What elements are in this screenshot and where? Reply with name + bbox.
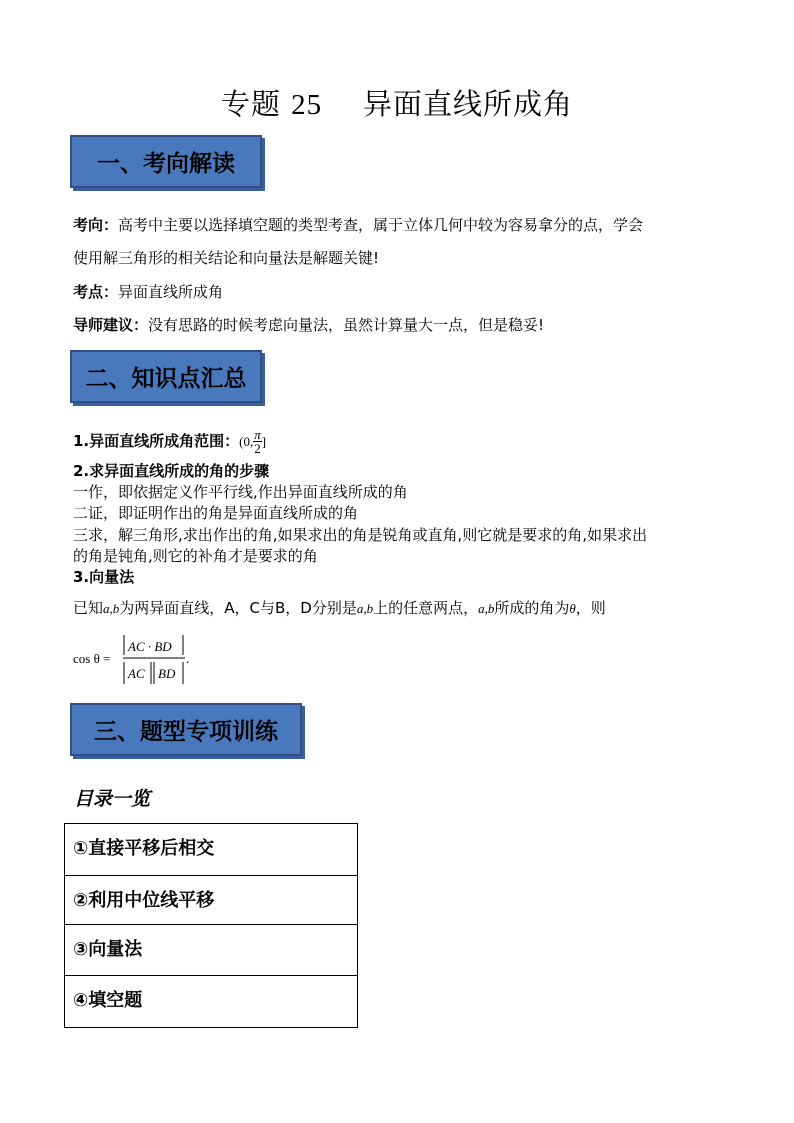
title-number: 25 bbox=[291, 89, 323, 121]
direction-paragraph bbox=[73, 215, 643, 235]
cosine-formula-svg bbox=[73, 630, 193, 690]
point-text: 异面直线所成角 bbox=[118, 283, 224, 301]
step-3-line1: 三求，解三角形,求出作出的角,如果求出的角是锐角或直角,则它就是要求的角,如果求出 bbox=[73, 526, 648, 544]
pi-over-2-fraction bbox=[253, 428, 262, 455]
section-label: 三、题型专项训练 bbox=[94, 719, 278, 745]
range-open: (0, bbox=[239, 434, 254, 449]
step-2: 二证，即证明作出的角是异面直线所成的角 bbox=[73, 504, 359, 522]
toc-item-2[interactable]: ②利用中位线平移 bbox=[65, 876, 358, 925]
cos-tail: . bbox=[186, 651, 190, 666]
section-header-1 bbox=[70, 135, 262, 188]
direction-text-line1: 高考中主要以选择填空题的类型考查，属于立体几何中较为容易拿分的点，学会 bbox=[118, 216, 644, 234]
vec-ab-3: a,b bbox=[478, 601, 495, 616]
advice-text: 没有思路的时候考虑向量法，虽然计算量大一点，但是稳妥! bbox=[148, 316, 545, 334]
fraction-numerator: π bbox=[254, 427, 261, 442]
section-header-2 bbox=[70, 350, 262, 403]
vec-text-end: ，则 bbox=[575, 599, 606, 617]
vec-text-mid1: 为两异面直线，A，C与B，D分别是 bbox=[119, 599, 357, 617]
cosine-formula bbox=[73, 630, 193, 695]
cos-numerator: AC · BD bbox=[128, 639, 172, 654]
title-main: 异面直线所成角 bbox=[363, 87, 574, 121]
vec-ab-2: a,b bbox=[356, 601, 374, 616]
knowledge-item-1 bbox=[73, 428, 266, 455]
point-label: 考点： bbox=[73, 283, 119, 301]
vec-ab-1: a,b bbox=[103, 601, 120, 616]
toc-item-4[interactable]: ④填空题 bbox=[65, 976, 358, 1028]
toc-item-3[interactable]: ③向量法 bbox=[65, 925, 358, 976]
step-1: 一作，即依据定义作平行线,作出异面直线所成的角 bbox=[73, 483, 408, 501]
toc-row bbox=[65, 925, 358, 976]
vec-text-mid2: 上的任意两点， bbox=[373, 599, 479, 617]
point-paragraph bbox=[73, 282, 223, 302]
advice-paragraph bbox=[73, 315, 544, 335]
cos-denominator-ac: AC bbox=[128, 666, 145, 681]
section-label: 一、考向解读 bbox=[97, 151, 235, 177]
item1-label: 1.异面直线所成角范围： bbox=[73, 432, 240, 450]
vec-theta: θ bbox=[569, 601, 576, 616]
step-3-line2: 的角是钝角,则它的补角才是要求的角 bbox=[73, 547, 318, 565]
vec-text-mid3: 所成的角为 bbox=[494, 599, 570, 617]
item2-label: 2.求异面直线所成的角的步骤 bbox=[73, 462, 270, 480]
cos-denominator-bd: BD bbox=[158, 666, 176, 681]
range-close: ] bbox=[261, 434, 267, 449]
fraction-denominator: 2 bbox=[254, 441, 261, 456]
title-prefix: 专题 bbox=[220, 87, 281, 121]
toc-table bbox=[64, 823, 358, 1028]
vec-text-pre: 已知 bbox=[73, 599, 104, 617]
item3-label: 3.向量法 bbox=[73, 568, 135, 586]
toc-row bbox=[65, 824, 358, 876]
direction-label: 考向： bbox=[73, 216, 119, 234]
section-label: 二、知识点汇总 bbox=[85, 366, 247, 392]
page-title bbox=[0, 82, 794, 123]
section-header-3 bbox=[70, 703, 302, 756]
direction-line2: 使用解三角形的相关结论和向量法是解题关键! bbox=[73, 249, 380, 267]
toc-heading: 目录一览 bbox=[74, 788, 151, 810]
cos-lhs: cos θ = bbox=[73, 651, 111, 666]
toc-item-1[interactable]: ①直接平移后相交 bbox=[65, 824, 358, 876]
advice-label: 导师建议： bbox=[73, 316, 149, 334]
toc-row bbox=[65, 976, 358, 1028]
vector-method-text bbox=[73, 598, 606, 619]
toc-row bbox=[65, 876, 358, 925]
